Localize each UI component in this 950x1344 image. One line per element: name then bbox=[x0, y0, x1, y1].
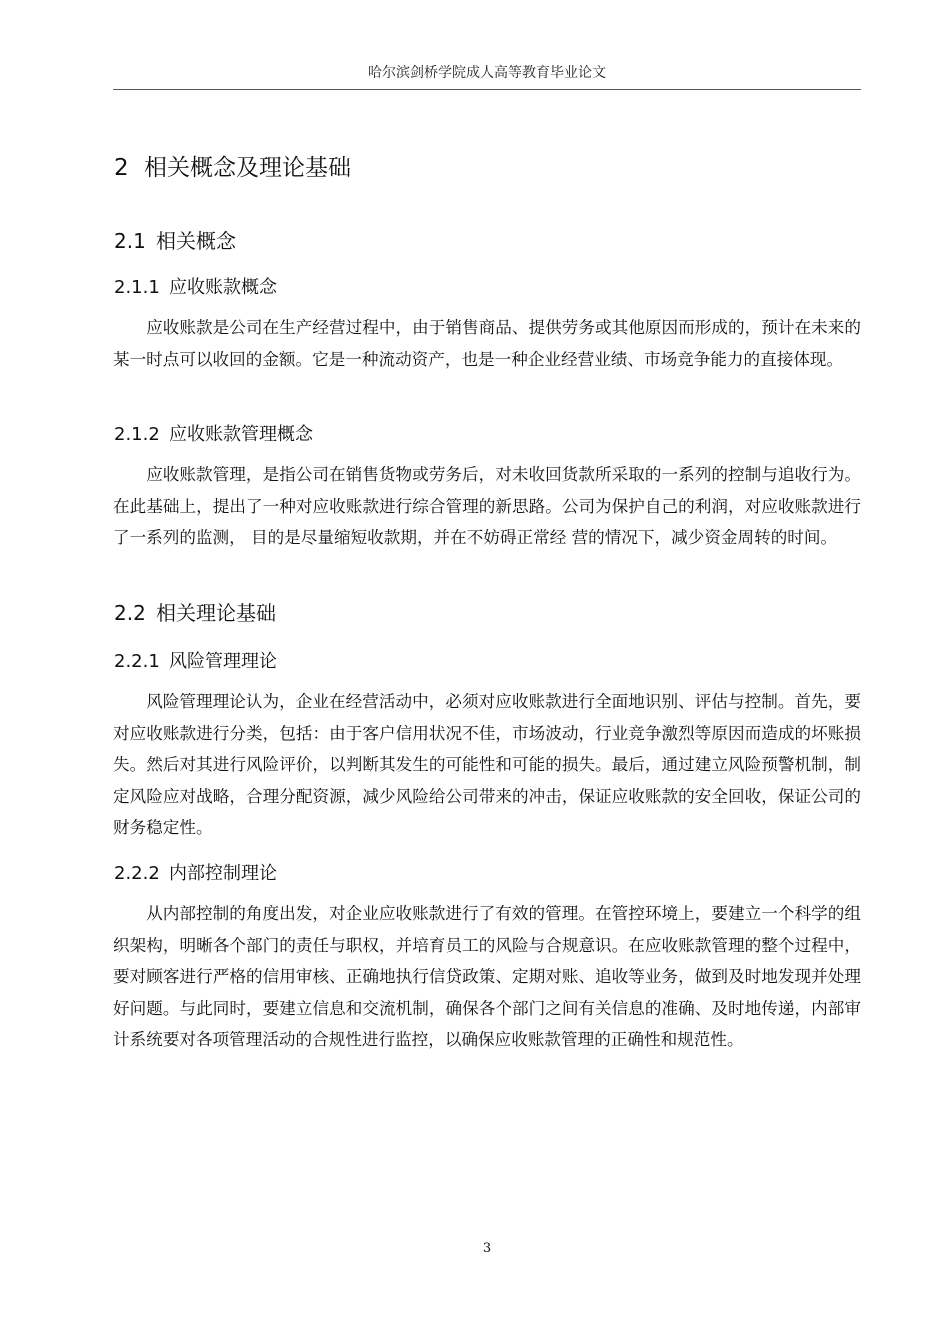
paragraph-risk-management-theory: 风险管理理论认为，企业在经营活动中，必须对应收账款进行全面地识别、评估与控制。首先，要对应收账款进行分类，包括：由于客户信用状况不佳，市场波动，行业竞争激烈等原因而造成的坏账损失。然后对其进行风险评价，以判断其发生的可能性和可能的损失。最后，通过建立风险预警机制，制定风险应对战略，合理分配资源，减少风险给公司带来的冲击，保证应收账款的安全回收，保证公司的财务稳定性。 bbox=[113, 692, 861, 837]
section-number: 2.1.1 bbox=[114, 277, 160, 298]
section-2-2-2-heading bbox=[114, 859, 277, 885]
paragraph-receivables-concept: 应收账款是公司在生产经营过程中，由于销售商品、提供劳务或其他原因而形成的，预计在未来的某一时点可以收回的金额。它是一种流动资产，也是一种企业经营业绩、市场竞争能力的直接体现。 bbox=[113, 318, 861, 369]
header-rule bbox=[113, 89, 861, 90]
page-number: 3 bbox=[482, 1241, 492, 1256]
section-number: 2.2.1 bbox=[114, 651, 160, 672]
section-title: 相关理论基础 bbox=[156, 601, 276, 625]
section-2-1-heading bbox=[114, 225, 236, 254]
paragraph-internal-control-theory: 从内部控制的角度出发，对企业应收账款进行了有效的管理。在管控环境上，要建立一个科学的组织架构，明晰各个部门的责任与职权，并培育员工的风险与合规意识。在应收账款管理的整个过程中，要对顾客进行严格的信用审核、正确地执行信贷政策、定期对账、追收等业务，做到及时地发现并处理好问题。与此同时，要建立信息和交流机制，确保各个部门之间有关信息的准确、及时地传递，内部审计系统要对各项管理活动的合规性进行监控，以确保应收账款管理的正确性和规范性。 bbox=[113, 904, 861, 1049]
section-2-2-1-heading bbox=[114, 647, 277, 673]
section-2-1-1-heading bbox=[114, 273, 277, 299]
section-number: 2.2 bbox=[114, 601, 146, 625]
section-2-1-2-heading bbox=[114, 420, 313, 446]
chapter-number: 2 bbox=[114, 155, 129, 181]
page-header: 哈尔滨剑桥学院成人高等教育毕业论文 bbox=[368, 65, 606, 81]
chapter-heading bbox=[114, 149, 351, 182]
section-title: 风险管理理论 bbox=[169, 651, 277, 672]
paragraph-receivables-management-concept: 应收账款管理，是指公司在销售货物或劳务后，对未收回货款所采取的一系列的控制与追收行为。在此基础上，提出了一种对应收账款进行综合管理的新思路。公司为保护自己的利润，对应收账款进行了一系列的监测， 目的是尽量缩短收款期，并在不妨碍正常经 营的情况下，减少资金周转的时间。 bbox=[113, 465, 861, 547]
section-number: 2.2.2 bbox=[114, 863, 160, 884]
chapter-title: 相关概念及理论基础 bbox=[144, 155, 351, 181]
section-title: 内部控制理论 bbox=[169, 863, 277, 884]
section-2-2-heading bbox=[114, 597, 276, 626]
section-title: 相关概念 bbox=[156, 229, 236, 253]
section-number: 2.1.2 bbox=[114, 424, 160, 445]
section-title: 应收账款概念 bbox=[169, 277, 277, 298]
section-title: 应收账款管理概念 bbox=[169, 424, 313, 445]
section-number: 2.1 bbox=[114, 229, 146, 253]
